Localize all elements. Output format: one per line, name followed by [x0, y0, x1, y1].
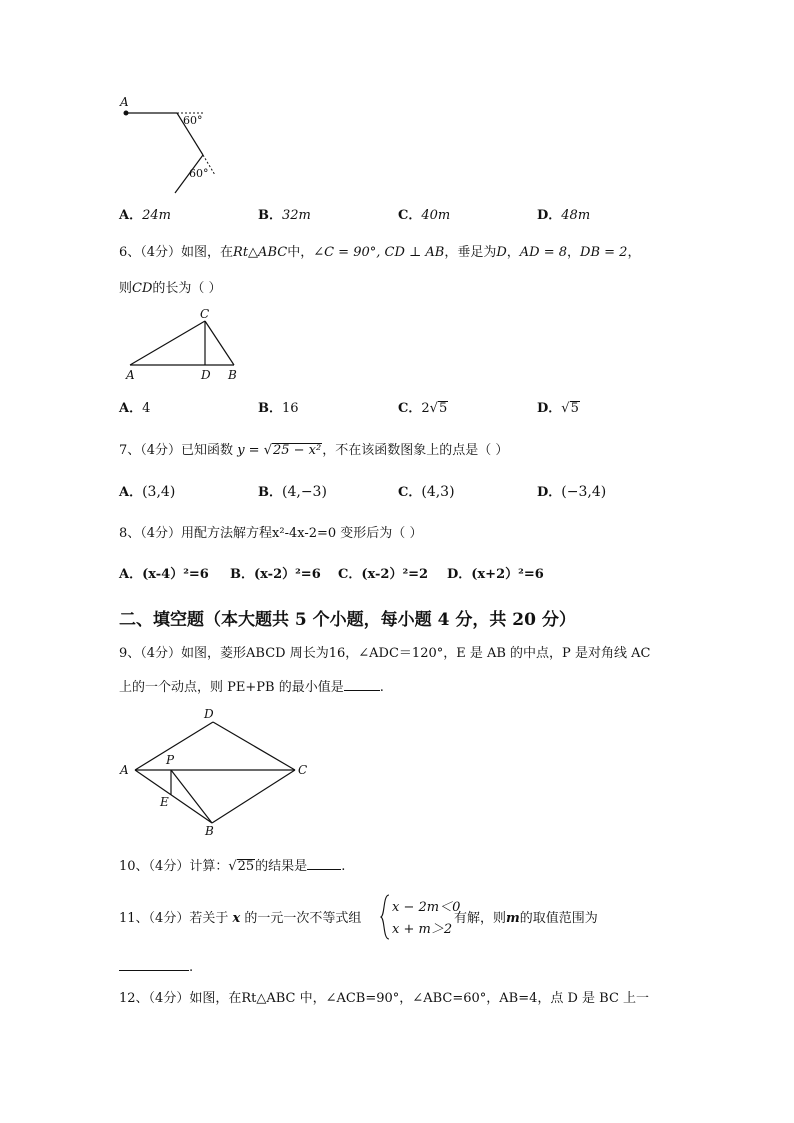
- q9-label-c: C: [298, 763, 308, 777]
- q8-option-c[interactable]: C．(x-2）²=2: [338, 567, 429, 582]
- q6-line-2: 则CD的长为（ ）: [119, 281, 222, 296]
- q11-line: 11、（4分）若关于 x 的一元一次不等式组: [119, 911, 362, 926]
- q7-option-d[interactable]: D．(−3,4): [537, 484, 607, 500]
- q8-option-b[interactable]: B．(x-2）²=6: [230, 567, 321, 582]
- q11-line-cont: 有解，则m的取值范围为: [454, 911, 598, 926]
- q11-line-2: .: [119, 957, 193, 977]
- q8-option-a[interactable]: A．(x-4）²=6: [119, 567, 209, 582]
- q6-side-bc: [205, 321, 234, 365]
- q9-answer-blank[interactable]: [344, 677, 380, 691]
- q6-triangle-figure: [120, 305, 250, 385]
- q6-label-b: B: [228, 368, 237, 382]
- q12-line: 12、（4分）如图，在Rt△ABC 中，∠ACB=90°，∠ABC=60°，AB=4，点 D 是 BC 上一: [119, 991, 650, 1006]
- q8-option-d[interactable]: D．(x+2）²=6: [447, 567, 544, 582]
- q5-option-c[interactable]: C．40m: [398, 208, 451, 223]
- q9-side-ab: [135, 770, 212, 823]
- q7-option-a[interactable]: A．(3,4): [119, 484, 176, 500]
- q7-line: 7、（4分）已知函数 y = √25 − x²，不在该函数图象上的点是（ ）: [119, 443, 509, 458]
- q11-inequality-2: x + m＞2: [392, 922, 453, 937]
- q6-option-b[interactable]: B．16: [258, 401, 299, 416]
- q9-label-e: E: [160, 795, 169, 809]
- q5-label-angle-1: 60°: [183, 114, 203, 127]
- q9-label-b: B: [205, 824, 214, 838]
- q6-side-ac: [130, 321, 205, 365]
- q9-label-d: D: [204, 707, 214, 721]
- q9-side-bc: [212, 770, 295, 823]
- q6-line-1: 6、（4分）如图，在Rt△ABC中，∠C = 90°, CD ⊥ AB，垂足为D，AD = 8，DB = 2，: [119, 245, 641, 260]
- q11-inequality-1: x − 2m＜0: [392, 900, 461, 915]
- q9-rhombus-figure: [115, 705, 315, 840]
- q9-line-2: 上的一个动点，则 PE+PB 的最小值是 .: [119, 677, 384, 697]
- q9-segment-pb: [171, 770, 212, 823]
- q6-option-c[interactable]: C．2√5: [398, 401, 448, 416]
- q9-label-a: A: [120, 763, 129, 777]
- q5-label-a: A: [120, 95, 129, 109]
- q5-option-b[interactable]: B．32m: [258, 208, 311, 223]
- q7-option-b[interactable]: B．(4,−3): [258, 484, 327, 500]
- q10-answer-blank[interactable]: [307, 856, 341, 870]
- q5-figure: [115, 95, 225, 195]
- q11-answer-blank[interactable]: [119, 957, 189, 971]
- q9-label-p: P: [166, 753, 175, 767]
- q10-line: 10、（4分）计算：√25的结果是 .: [119, 856, 345, 876]
- q9-side-dc: [213, 722, 295, 770]
- q6-option-a[interactable]: A．4: [119, 401, 151, 416]
- q8-line: 8、（4分）用配方法解方程x²-4x-2=0 变形后为（ ）: [119, 526, 423, 541]
- q5-label-angle-2: 60°: [189, 167, 209, 180]
- q11-brace: [380, 894, 390, 940]
- q5-option-a[interactable]: A．24m: [119, 208, 171, 223]
- q7-option-c[interactable]: C．(4,3): [398, 484, 455, 500]
- section-heading-fill-in: 二、填空题（本大题共 5 个小题，每小题 4 分，共 20 分）: [119, 610, 576, 630]
- q9-line-1: 9、（4分）如图，菱形ABCD 周长为16，∠ADC＝120°，E 是 AB 的中点，P 是对角线 AC: [119, 646, 651, 661]
- q6-label-d: D: [201, 368, 211, 382]
- q5-option-d[interactable]: D．48m: [537, 208, 591, 223]
- q6-label-a: A: [126, 368, 135, 382]
- q6-label-c: C: [200, 307, 210, 321]
- q6-option-d[interactable]: D．√5: [537, 401, 579, 416]
